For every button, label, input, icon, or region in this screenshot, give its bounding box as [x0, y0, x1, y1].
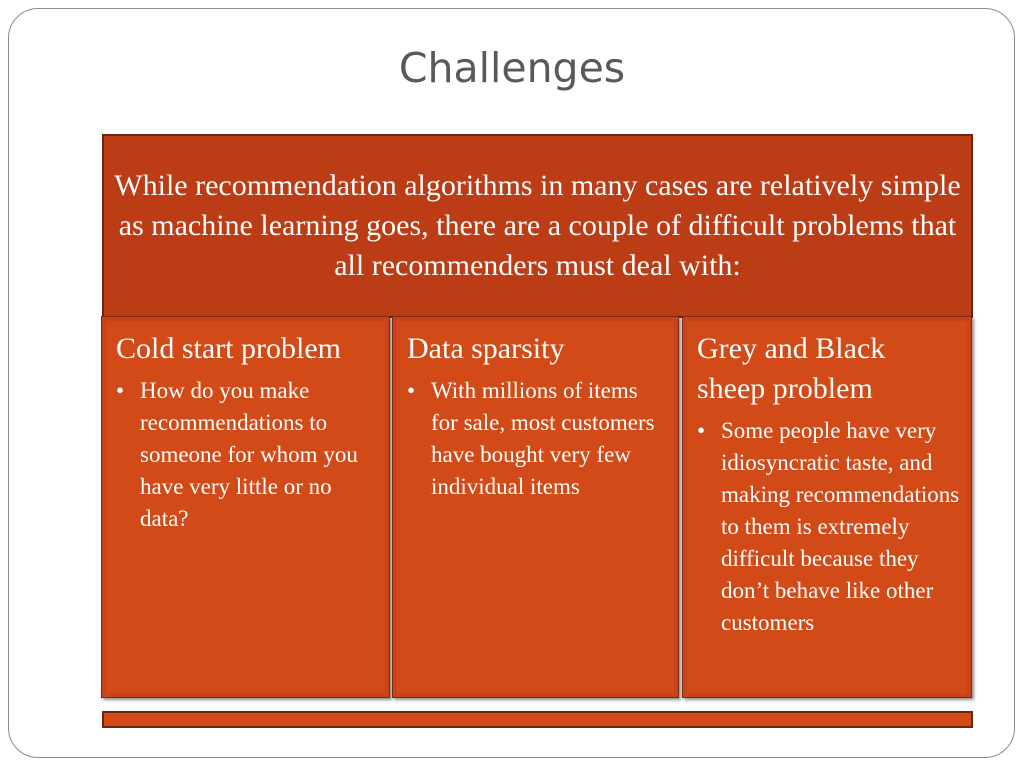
card-heading: Grey and Black sheep problem: [697, 332, 886, 405]
bullet-icon: •: [116, 378, 125, 403]
challenge-card-cold-start: [101, 316, 390, 698]
card-heading: Data sparsity: [407, 332, 565, 365]
card-bullet: [116, 375, 379, 535]
challenge-card-data-sparsity: [392, 316, 679, 698]
bullet-icon: •: [697, 418, 706, 443]
bullet-icon: •: [407, 378, 416, 403]
intro-text: While recommendation algorithms in many cases are relatively simple as machine learning goes, there are a couple of difficult problems that all recommenders must deal with:: [114, 169, 961, 282]
challenge-card-grey-black-sheep: [682, 316, 972, 698]
card-heading: Cold start problem: [116, 332, 341, 365]
card-bullet-text: Some people have very idiosyncratic taste, and making recommendations to them is extremely difficult because they don’t behave like other customers: [721, 418, 960, 635]
card-bullet-text: With millions of items for sale, most customers have bought very few individual items: [431, 378, 655, 499]
card-bullet: [697, 415, 961, 639]
intro-box: [102, 134, 973, 318]
bottom-bar: [102, 711, 973, 728]
slide-title: Challenges: [398, 44, 626, 92]
card-bullet-text: How do you make recommendations to someone for whom you have very little or no data?: [140, 378, 358, 531]
card-bullet: [407, 375, 668, 503]
